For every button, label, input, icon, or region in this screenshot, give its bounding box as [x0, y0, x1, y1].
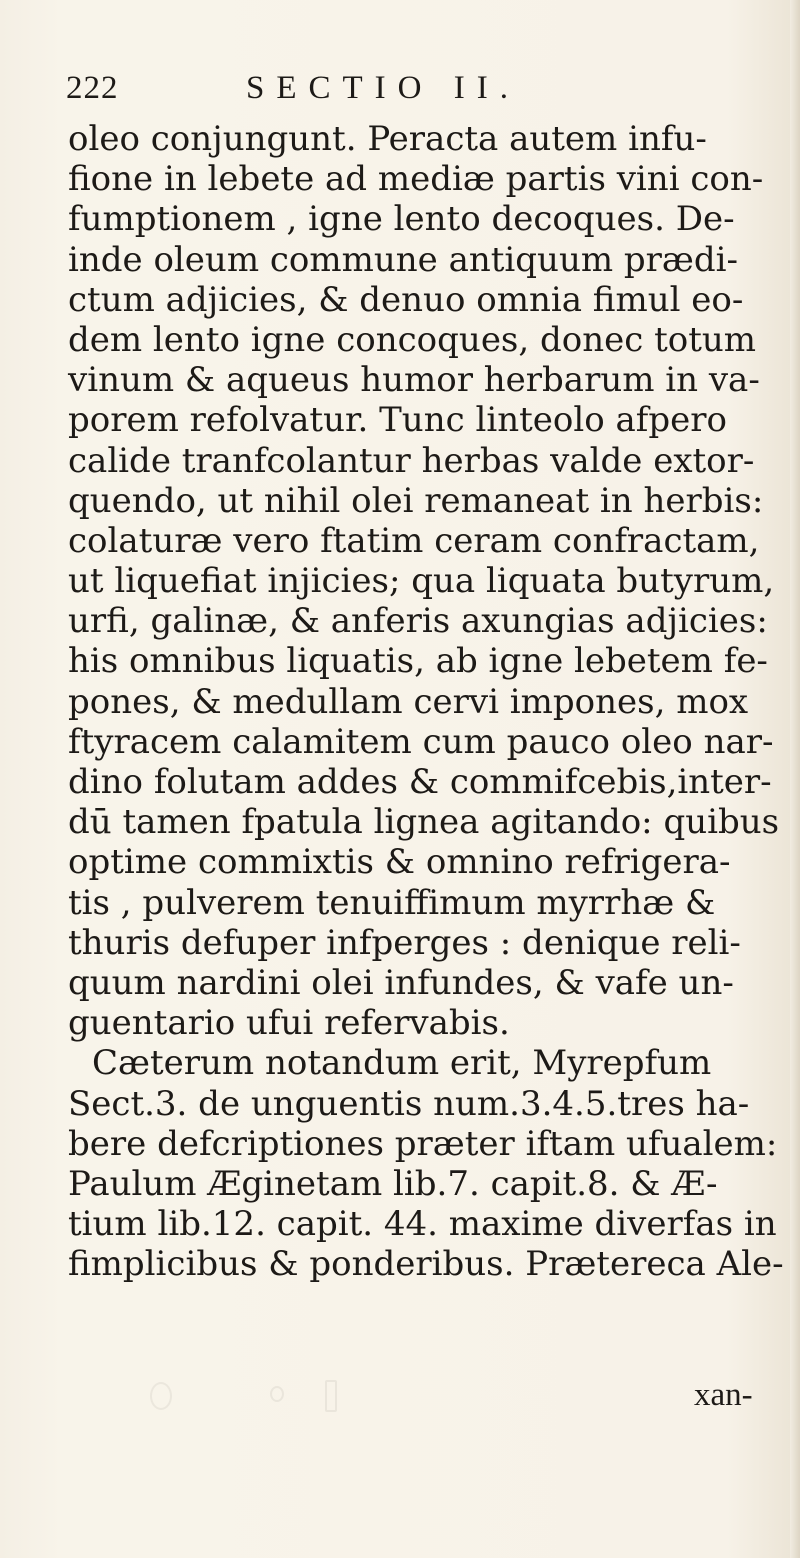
text-line-18: dū tamen fpatula lignea agitando: quibus [68, 802, 780, 843]
text-line-10: quendo, ut nihil olei remaneat in herbis: [68, 480, 764, 521]
text-line-5: ctum adjicies, & denuo omnia fimul eo- [68, 279, 744, 320]
text-line-1: oleo conjungunt. Peracta autem infu- [68, 119, 707, 159]
text-line-28: tium lib.12. capit. 44. maxime diverfas in [68, 1204, 777, 1245]
catchword: xan- [694, 1377, 753, 1413]
text-line-4: inde oleum commune antiquum prædi- [68, 239, 739, 280]
running-title: SECTIO II. [246, 70, 520, 106]
text-line-8: porem refolvatur. Tunc linteolo afpero [68, 400, 727, 441]
text-line-20: tis , pulverem tenuiffimum myrrhæ & [68, 882, 716, 923]
text-line-15: pones, & medullam cervi impones, mox [68, 681, 749, 722]
text-line-12: ut liquefiat injicies; qua liquata butyrum, [68, 561, 775, 602]
text-line-3: fumptionem , igne lento decoques. De- [68, 199, 735, 240]
text-line-17: dino folutam addes & commifcebis,inter- [68, 762, 772, 802]
text-line-2: fione in lebete ad mediæ partis vini con- [68, 159, 764, 200]
text-line-13: urfi, galinæ, & anferis axungias adjicies: [68, 601, 768, 642]
body-text [68, 119, 784, 1285]
text-line-23: guentario ufui refervabis. [68, 1003, 510, 1044]
text-line-29: fimplicibus & ponderibus. Prætereca Ale- [68, 1244, 784, 1285]
text-line-7: vinum & aqueus humor herbarum in va- [68, 360, 760, 401]
text-line-24: Cæterum notandum erit, Myrepfum [92, 1043, 712, 1084]
text-line-21: thuris defuper infperges : denique reli- [68, 922, 741, 963]
text-line-16: ftyracem calamitem cum pauco oleo nar- [68, 721, 774, 762]
text-line-19: optime commixtis & omnino refrigera- [68, 842, 731, 883]
text-line-9: calide tranfcolantur herbas valde extor- [68, 440, 755, 481]
text-line-14: his omnibus liquatis, ab igne lebetem fe- [68, 641, 768, 682]
text-line-11: colaturæ vero ftatim ceram confractam, [68, 520, 760, 561]
show-through-ink-marks [150, 1380, 530, 1412]
text-line-27: Paulum Æginetam lib.7. capit.8. & Æ- [68, 1163, 718, 1204]
text-line-22: quum nardini olei infundes, & vafe un- [68, 962, 734, 1003]
page-header [66, 70, 716, 114]
text-line-25: Sect.3. de unguentis num.3.4.5.tres ha- [68, 1083, 750, 1124]
text-line-26: bere defcriptiones præter iftam ufualem: [68, 1123, 778, 1164]
text-line-6: dem lento igne concoques, donec totum [68, 319, 757, 360]
page-edge [790, 0, 800, 1558]
page-number: 222 [66, 70, 119, 106]
